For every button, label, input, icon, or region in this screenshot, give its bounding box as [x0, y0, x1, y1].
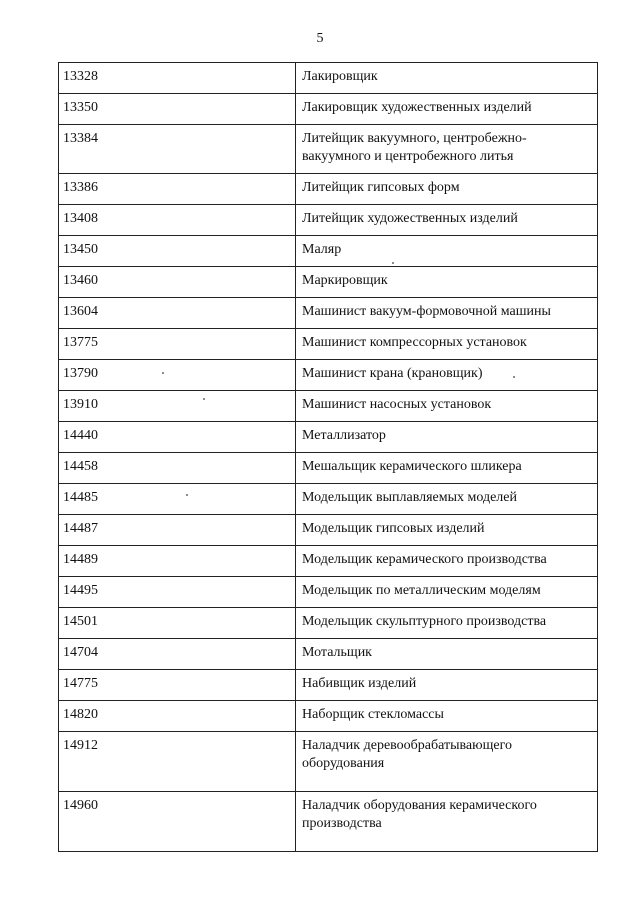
name-cell: Лакировщик художественных изделий: [296, 94, 598, 125]
code-cell: 14820: [59, 701, 296, 732]
table-row: [59, 670, 598, 701]
scan-artifact: [392, 262, 394, 264]
table-row: [59, 515, 598, 546]
code-cell: 14487: [59, 515, 296, 546]
code-cell: 13450: [59, 236, 296, 267]
table-row: [59, 453, 598, 484]
name-cell: Наладчик деревообрабатывающего оборудования: [296, 732, 598, 792]
code-cell: 13386: [59, 174, 296, 205]
table-row: [59, 701, 598, 732]
table-row: [59, 267, 598, 298]
name-cell: Машинист крана (крановщик): [296, 360, 598, 391]
table-row: [59, 63, 598, 94]
name-cell: Маркировщик: [296, 267, 598, 298]
code-cell: 13790: [59, 360, 296, 391]
page-number: 5: [316, 31, 324, 46]
name-cell: Набивщик изделий: [296, 670, 598, 701]
code-cell: 13350: [59, 94, 296, 125]
table-row: [59, 205, 598, 236]
name-cell: Мотальщик: [296, 639, 598, 670]
table-row: [59, 174, 598, 205]
name-cell: Машинист компрессорных установок: [296, 329, 598, 360]
name-cell: Модельщик керамического производства: [296, 546, 598, 577]
name-cell: Литейщик художественных изделий: [296, 205, 598, 236]
table-row: [59, 484, 598, 515]
table-row: [59, 236, 598, 267]
code-cell: 14775: [59, 670, 296, 701]
table-row: [59, 792, 598, 852]
name-cell: Модельщик по металлическим моделям: [296, 577, 598, 608]
name-cell: Модельщик гипсовых изделий: [296, 515, 598, 546]
name-cell: Лакировщик: [296, 63, 598, 94]
code-cell: 14458: [59, 453, 296, 484]
code-cell: 14440: [59, 422, 296, 453]
code-cell: 14912: [59, 732, 296, 792]
scan-artifact: [513, 376, 515, 378]
code-cell: 13460: [59, 267, 296, 298]
name-cell: Машинист насосных установок: [296, 391, 598, 422]
name-cell: Модельщик скульптурного производства: [296, 608, 598, 639]
scan-artifact: [162, 372, 164, 374]
code-cell: 13910: [59, 391, 296, 422]
table-row: [59, 125, 598, 174]
name-cell: Модельщик выплавляемых моделей: [296, 484, 598, 515]
name-cell: Маляр: [296, 236, 598, 267]
table-row: [59, 391, 598, 422]
table-row: [59, 422, 598, 453]
table-row: [59, 608, 598, 639]
name-cell: Литейщик вакуумного, центробежно-вакуумного и центробежного литья: [296, 125, 598, 174]
code-cell: 14495: [59, 577, 296, 608]
code-cell: 14704: [59, 639, 296, 670]
table-row: [59, 298, 598, 329]
code-cell: 13775: [59, 329, 296, 360]
name-cell: Металлизатор: [296, 422, 598, 453]
code-cell: 14960: [59, 792, 296, 852]
name-cell: Наборщик стекломассы: [296, 701, 598, 732]
name-cell: Машинист вакуум-формовочной машины: [296, 298, 598, 329]
profession-table: [58, 62, 598, 852]
table-row: [59, 732, 598, 792]
table-row: [59, 546, 598, 577]
name-cell: Литейщик гипсовых форм: [296, 174, 598, 205]
code-cell: 13384: [59, 125, 296, 174]
code-cell: 13604: [59, 298, 296, 329]
table-row: [59, 360, 598, 391]
table-row: [59, 329, 598, 360]
code-cell: 14501: [59, 608, 296, 639]
code-cell: 13408: [59, 205, 296, 236]
code-cell: 14489: [59, 546, 296, 577]
table-row: [59, 639, 598, 670]
table-row: [59, 577, 598, 608]
name-cell: Наладчик оборудования керамического производства: [296, 792, 598, 852]
scan-artifact: [203, 398, 205, 400]
name-cell: Мешальщик керамического шликера: [296, 453, 598, 484]
code-cell: 13328: [59, 63, 296, 94]
code-cell: 14485: [59, 484, 296, 515]
scan-artifact: [186, 494, 188, 496]
table-row: [59, 94, 598, 125]
